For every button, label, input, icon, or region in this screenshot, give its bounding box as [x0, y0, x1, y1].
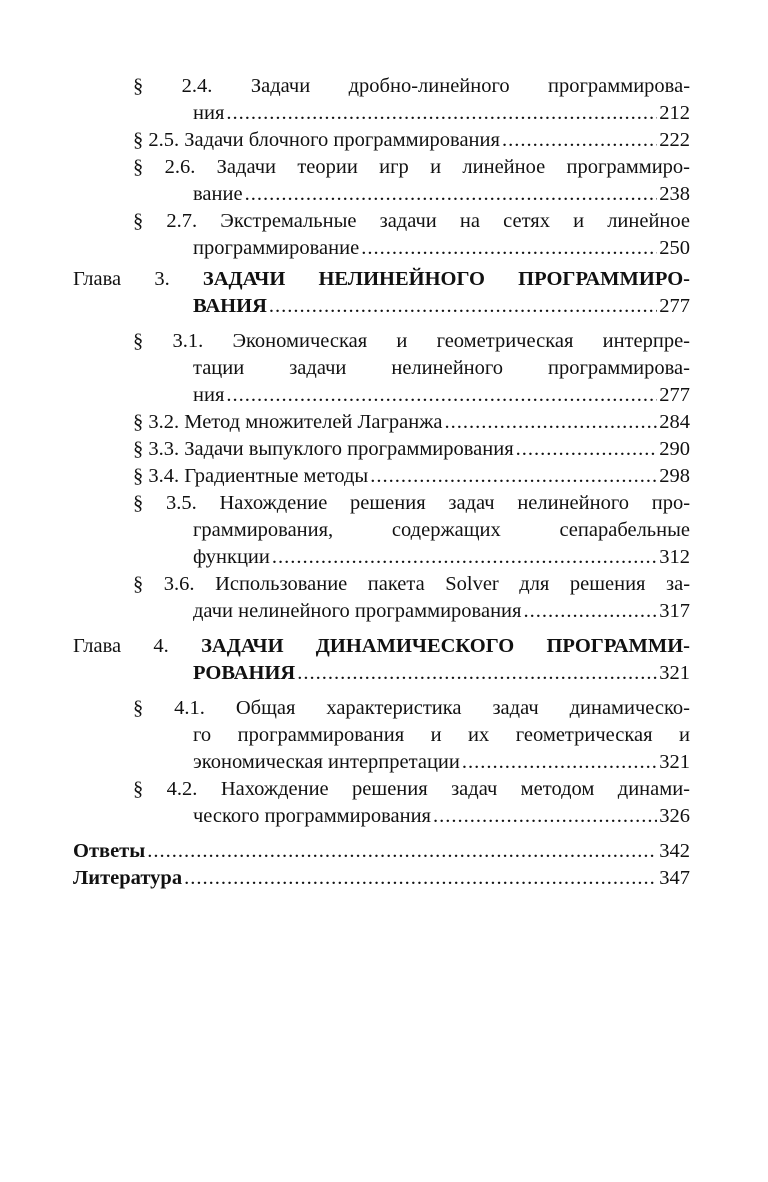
- toc-chapter-4: [73, 633, 690, 660]
- section-title: Общая характеристика задач динамическо-: [235, 697, 691, 719]
- section-title: Задачи блочного программирования: [184, 129, 500, 151]
- page-number: 312: [659, 546, 690, 568]
- leader-dots: [445, 409, 658, 436]
- section-title: Экономическая и геометрическая интерпре-: [232, 330, 690, 352]
- page-number: 284: [659, 411, 690, 433]
- toc-entry-3-2: [133, 409, 690, 436]
- toc-entry-3-5-cont1: [193, 517, 690, 544]
- chapter-title: ЗАДАЧИ НЕЛИНЕЙНОГО ПРОГРАММИРО-: [202, 268, 690, 290]
- section-title-cont: вание: [193, 183, 243, 205]
- leader-dots: [226, 100, 657, 127]
- toc-entry-2-4: [133, 73, 690, 100]
- leader-dots: [516, 436, 658, 463]
- page-number: 298: [659, 465, 690, 487]
- section-title-cont: ния: [193, 102, 225, 124]
- page-number: 290: [659, 438, 690, 460]
- chapter-title-cont: РОВАНИЯ: [193, 662, 296, 684]
- page-number: 212: [659, 102, 690, 124]
- toc-chapter-3-cont: [193, 293, 690, 320]
- section-title-cont: тации задачи нелинейного программирова-: [193, 357, 690, 379]
- leader-dots: [502, 127, 657, 154]
- section-title-cont: граммирования, содержащих сепарабельные: [193, 519, 690, 541]
- leader-dots: [361, 235, 657, 262]
- page-number: 250: [659, 237, 690, 259]
- section-number: § 3.4.: [133, 465, 180, 487]
- section-title-cont: ческого программирования: [193, 805, 431, 827]
- page-number: 222: [659, 129, 690, 151]
- toc-entry-2-6-cont: [193, 181, 690, 208]
- section-number: § 2.4.: [133, 75, 213, 97]
- toc-entry-3-1-cont2: [193, 382, 690, 409]
- section-title-cont: ния: [193, 384, 225, 406]
- section-number: § 3.2.: [133, 411, 180, 433]
- section-number: § 2.5.: [133, 129, 180, 151]
- page-number: 342: [659, 840, 690, 862]
- toc-entry-3-1: [133, 328, 690, 355]
- toc-entry-3-4: [133, 463, 690, 490]
- section-title-cont: го программирования и их геометрическая и: [193, 724, 690, 746]
- toc-entry-3-6: [133, 571, 690, 598]
- page-number: 277: [659, 295, 690, 317]
- page-number: 321: [659, 751, 690, 773]
- section-title: Использование пакета Solver для решения за-: [215, 573, 691, 595]
- section-number: § 2.7.: [133, 210, 198, 232]
- toc-entry-3-1-cont1: [193, 355, 690, 382]
- section-number: § 4.1.: [133, 697, 205, 719]
- section-title-cont: экономическая интерпретации: [193, 751, 460, 773]
- leader-dots: [272, 544, 657, 571]
- section-title: Градиентные методы: [184, 465, 369, 487]
- section-title: Экстремальные задачи на сетях и линейное: [220, 210, 690, 232]
- leader-dots: [245, 181, 658, 208]
- leader-dots: [226, 382, 657, 409]
- section-title-cont: дачи нелинейного программирования: [193, 600, 522, 622]
- page-number: 238: [659, 183, 690, 205]
- toc-entry-4-1-cont2: [193, 749, 690, 776]
- toc-answers: [73, 838, 690, 865]
- section-title: Метод множителей Лагранжа: [184, 411, 443, 433]
- toc-entry-2-4-cont: [193, 100, 690, 127]
- toc-entry-4-1-cont1: [193, 722, 690, 749]
- page-number: 317: [659, 600, 690, 622]
- literature-title: Литература: [73, 867, 183, 889]
- section-title-cont: функции: [193, 546, 270, 568]
- section-title: Задачи выпуклого программирования: [184, 438, 514, 460]
- section-number: § 3.1.: [133, 330, 204, 352]
- section-title: Задачи теории игр и линейное программиро-: [216, 156, 691, 178]
- toc-entry-2-7-cont: [193, 235, 690, 262]
- section-number: § 4.2.: [133, 778, 198, 800]
- toc-literature: [73, 865, 690, 892]
- leader-dots: [370, 463, 657, 490]
- section-number: § 2.6.: [133, 156, 196, 178]
- answers-title: Ответы: [73, 840, 146, 862]
- section-title: Нахождение решения задач методом динами-: [220, 778, 691, 800]
- section-title-cont: программирование: [193, 237, 360, 259]
- chapter-title: ЗАДАЧИ ДИНАМИЧЕСКОГО ПРОГРАММИ-: [201, 635, 690, 657]
- toc-entry-2-6: [133, 154, 690, 181]
- section-number: § 3.3.: [133, 438, 180, 460]
- toc-entry-4-2-cont: [193, 803, 690, 830]
- leader-dots: [523, 598, 657, 625]
- leader-dots: [147, 838, 657, 865]
- toc-entry-4-1: [133, 695, 690, 722]
- toc-entry-2-5: [133, 127, 690, 154]
- page-number: 277: [659, 384, 690, 406]
- toc-entry-3-3: [133, 436, 690, 463]
- leader-dots: [297, 660, 657, 687]
- chapter-prefix: Глава 4.: [73, 635, 169, 657]
- page-number: 347: [659, 867, 690, 889]
- section-number: § 3.6.: [133, 573, 195, 595]
- chapter-title-cont: ВАНИЯ: [193, 295, 267, 317]
- chapter-prefix: Глава 3.: [73, 268, 170, 290]
- toc-entry-2-7: [133, 208, 690, 235]
- page-number: 321: [659, 662, 690, 684]
- toc-entry-3-6-cont: [193, 598, 690, 625]
- leader-dots: [269, 293, 657, 320]
- leader-dots: [433, 803, 657, 830]
- toc-entry-4-2: [133, 776, 690, 803]
- toc-entry-3-5: [133, 490, 690, 517]
- toc-chapter-4-cont: [193, 660, 690, 687]
- toc-entry-3-5-cont2: [193, 544, 690, 571]
- toc-chapter-3: [73, 266, 690, 293]
- section-number: § 3.5.: [133, 492, 197, 514]
- leader-dots: [184, 865, 657, 892]
- leader-dots: [462, 749, 657, 776]
- section-title: Нахождение решения задач нелинейного про-: [219, 492, 691, 514]
- section-title: Задачи дробно-линейного программирова-: [250, 75, 691, 97]
- page-number: 326: [659, 805, 690, 827]
